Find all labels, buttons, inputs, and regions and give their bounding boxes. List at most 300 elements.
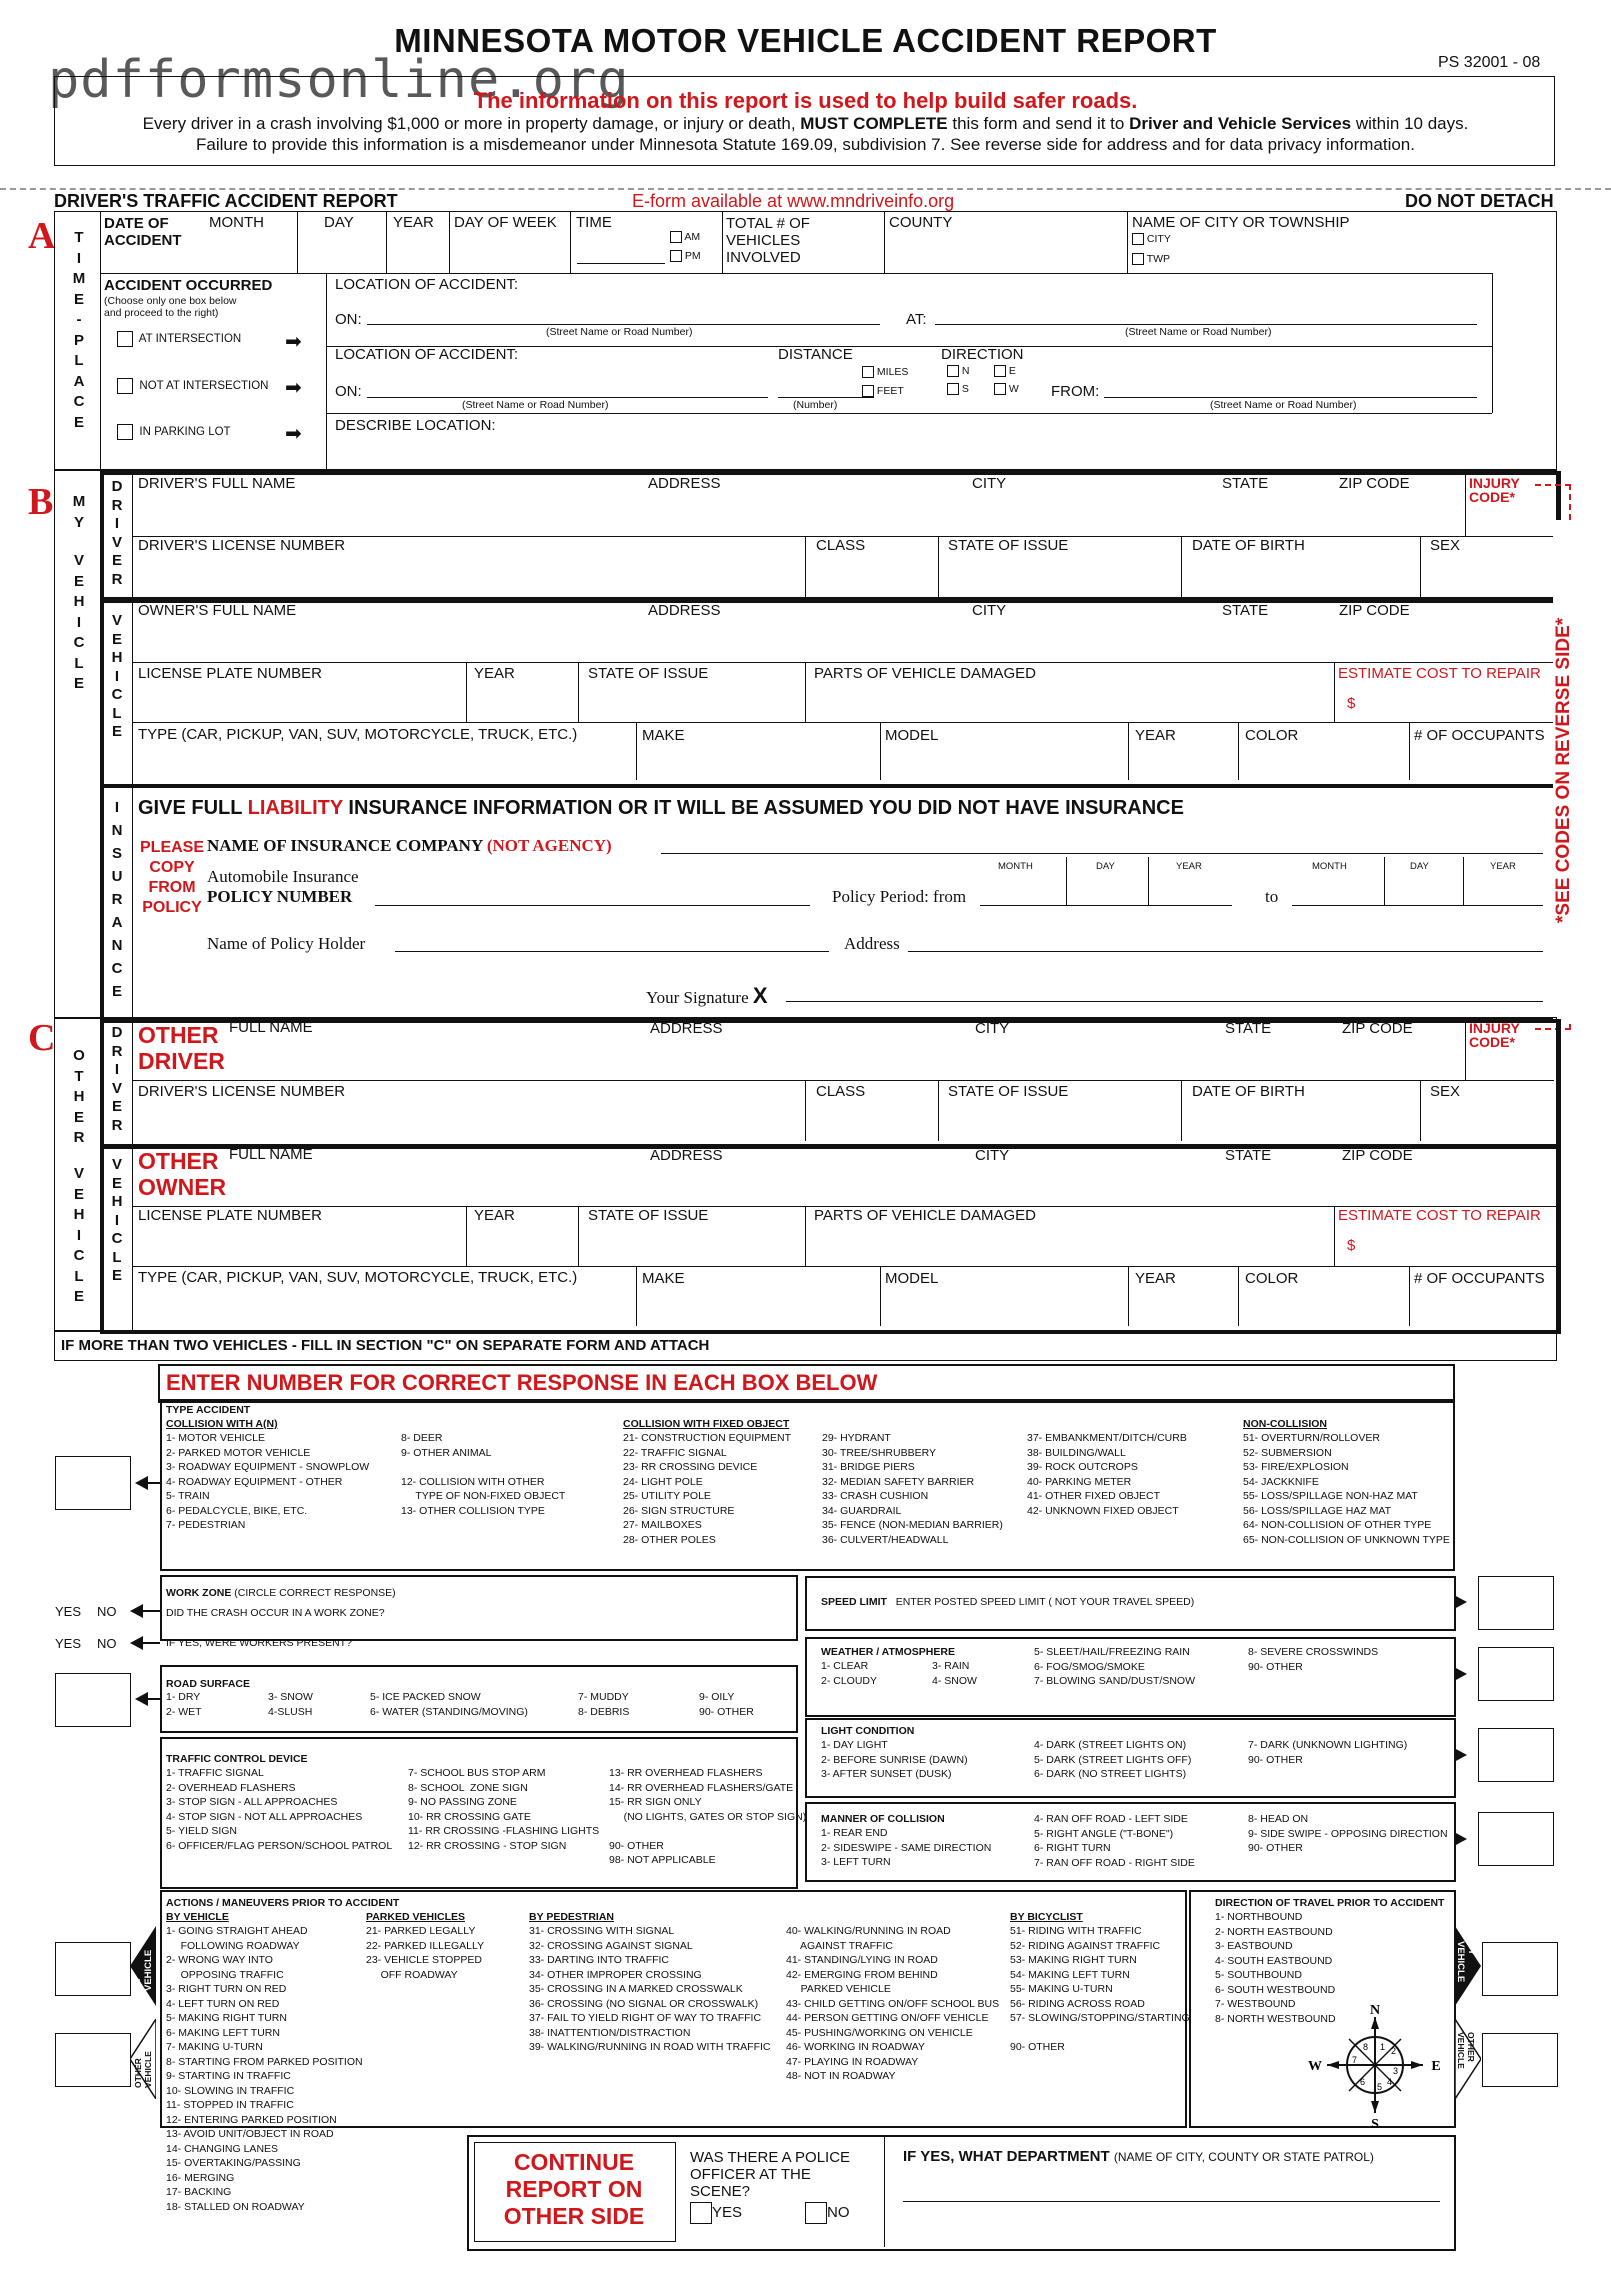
other-state-issue-label: STATE OF ISSUE: [948, 1083, 1069, 1100]
side-letter: I: [76, 249, 82, 267]
manner-list-1: [821, 1826, 991, 1870]
code-item: 3- RAIN: [932, 1660, 970, 1672]
parts-damaged-label: PARTS OF VEHICLE DAMAGED: [814, 665, 1036, 682]
other-address-label: ADDRESS: [650, 1020, 723, 1037]
code-item: 56- LOSS/SPILLAGE HAZ MAT: [1243, 1504, 1392, 1517]
code-item: 23- RR CROSSING DEVICE: [623, 1461, 758, 1473]
sex-label: SEX: [1430, 537, 1461, 554]
code-item: 51- OVERTURN/ROLLOVER: [1243, 1432, 1380, 1444]
side-letter: E: [73, 413, 84, 431]
code-item: 13- OTHER COLLISION TYPE: [401, 1504, 545, 1517]
code-item: 52- SUBMERSION: [1243, 1446, 1332, 1459]
code-item: [609, 1824, 806, 1839]
describe-location-label: DESCRIBE LOCATION:: [335, 417, 496, 434]
compass-6: 6: [1360, 2077, 1366, 2087]
code-item: 8- DEER: [401, 1432, 443, 1444]
pyear: YEAR: [1490, 861, 1516, 872]
code-item: 13- RR OVERHEAD FLASHERS: [609, 1767, 763, 1779]
code-item: 18- STALLED ON ROADWAY: [166, 2200, 305, 2213]
connector: [140, 1610, 160, 1612]
weather-list-2: [932, 1659, 977, 1688]
code-item: 33- CRASH CUSHION: [822, 1490, 929, 1502]
my-vehicle-action-answer[interactable]: [55, 1942, 131, 1996]
twp-option[interactable]: TWP: [1132, 253, 1170, 265]
code-item: 42- UNKNOWN FIXED OBJECT: [1027, 1504, 1179, 1517]
side-letter: L: [74, 654, 84, 672]
code-item: 3- SNOW: [268, 1691, 313, 1703]
at-intersection-option[interactable]: AT INTERSECTION: [117, 331, 241, 347]
code-item: 21- CONSTRUCTION EQUIPMENT: [623, 1432, 792, 1444]
owner-address-label: ADDRESS: [648, 602, 721, 619]
road-surface-answer[interactable]: [55, 1673, 131, 1727]
code-item: 47- PLAYING IN ROADWAY: [786, 2055, 919, 2068]
dob-label: DATE OF BIRTH: [1192, 537, 1305, 554]
police-no-option[interactable]: NO: [805, 2202, 850, 2224]
compass-7: 7: [1352, 2055, 1358, 2065]
code-item: 43- CHILD GETTING ON/OFF SCHOOL BUS: [786, 1997, 1000, 2010]
code-item: 12- RR CROSSING - STOP SIGN: [408, 1839, 567, 1852]
ins-company-field[interactable]: [661, 853, 1543, 854]
code-item: 14- CHANGING LANES: [166, 2142, 279, 2155]
from-label: FROM:: [1051, 383, 1100, 400]
my-vehicle-direction-answer[interactable]: [1482, 1942, 1558, 1996]
notice-subtitle: The information on this report is used to help build safer roads.: [473, 88, 1138, 113]
type-accident-answer[interactable]: [55, 1456, 131, 1510]
section-b-letter: B: [28, 481, 54, 523]
code-item: 8- SCHOOL ZONE SIGN: [408, 1781, 528, 1794]
arrow-right-icon: [1454, 1595, 1467, 1609]
side-letter: V: [111, 1079, 122, 1097]
code-item: 9- OILY: [699, 1691, 735, 1703]
side-letter: D: [111, 478, 123, 495]
eform-link[interactable]: E-form available at www.mndriveinfo.org: [632, 191, 955, 211]
oo-estimate-dollar: $: [1347, 1237, 1356, 1254]
road-surface-title: ROAD SURFACE: [166, 1678, 251, 1690]
address-label: ADDRESS: [648, 475, 721, 492]
code-item: 3- EASTBOUND: [1215, 1940, 1293, 1952]
div: [1066, 857, 1067, 905]
div: [1238, 722, 1239, 780]
other-full-name-label: FULL NAME: [229, 1019, 313, 1036]
estimate-label: ESTIMATE COST TO REPAIR: [1338, 665, 1541, 682]
oo-plate-label: LICENSE PLATE NUMBER: [138, 1207, 322, 1224]
loc-right-edge: [326, 273, 1493, 413]
other-vehicle-direction-answer[interactable]: [1482, 2033, 1558, 2087]
road-surface-list-3: [370, 1690, 528, 1719]
location-label-1: LOCATION OF ACCIDENT:: [335, 276, 519, 293]
feet-option[interactable]: FEET: [862, 385, 904, 397]
code-item: 8- NORTH WESTBOUND: [1215, 2012, 1336, 2025]
side-letter: V: [111, 1156, 122, 1173]
other-vehicle-action-answer[interactable]: [55, 2033, 131, 2087]
color-label: COLOR: [1245, 727, 1299, 744]
code-item: 40- WALKING/RUNNING IN ROAD: [786, 1925, 951, 1937]
side-letter: R: [111, 570, 123, 588]
code-item: 7- MAKING U-TURN: [166, 2041, 263, 2053]
police-question: WAS THERE A POLICE OFFICER AT THE SCENE?: [690, 2149, 851, 2200]
estimate-dollar: $: [1347, 695, 1356, 712]
div: [386, 211, 387, 273]
form-number: PS 32001 - 08: [1438, 54, 1541, 71]
injury-code-label: INJURY CODE*: [1469, 475, 1520, 505]
code-item: 1- TRAFFIC SIGNAL: [166, 1767, 264, 1779]
code-item: 64- NON-COLLISION OF OTHER TYPE: [1243, 1519, 1432, 1531]
code-item: 7- DARK (UNKNOWN LIGHTING): [1248, 1739, 1408, 1751]
connector: [140, 1642, 160, 1644]
code-item: 33- DARTING INTO TRAFFIC: [529, 1954, 670, 1966]
speed-limit-answer[interactable]: [1478, 1576, 1554, 1630]
code-item: 9- STARTING IN TRAFFIC: [166, 2070, 291, 2082]
side-letter: C: [73, 393, 85, 410]
side-letter: V: [73, 1165, 84, 1182]
code-item: 40- PARKING METER: [1027, 1475, 1132, 1488]
more-than-two-text: IF MORE THAN TWO VEHICLES - FILL IN SECTION "C" ON SEPARATE FORM AND ATTACH: [61, 1337, 710, 1354]
policy-holder-field[interactable]: [395, 951, 829, 952]
side-letter: I: [114, 515, 120, 532]
actions-ped-list: [529, 1924, 771, 2055]
div: [1334, 1206, 1335, 1266]
other-injury-code-label: INJURY CODE*: [1469, 1020, 1520, 1050]
code-item: OPPOSING TRAFFIC: [166, 1968, 284, 1981]
code-item: 37- FAIL TO YIELD RIGHT OF WAY TO TRAFFIC: [529, 2012, 762, 2024]
compass-2: 2: [1391, 2046, 1397, 2056]
code-item: 45- PUSHING/WORKING ON VEHICLE: [786, 2026, 973, 2039]
fixed-list-3: [1027, 1431, 1187, 1518]
owner-city-label: CITY: [972, 602, 1007, 619]
compass-w: W: [1308, 2059, 1322, 2074]
occupants-label: # OF OCCUPANTS: [1414, 727, 1545, 744]
code-item: [401, 1460, 565, 1475]
owner-full-name-label: FULL NAME: [229, 1146, 313, 1163]
parking-lot-option[interactable]: IN PARKING LOT: [117, 424, 231, 440]
code-item: 3- AFTER SUNSET (DUSK): [821, 1768, 952, 1780]
code-item: 90- OTHER: [699, 1705, 754, 1718]
code-item: 6- MAKING LEFT TURN: [166, 2026, 280, 2039]
non-collision-list: [1243, 1431, 1450, 1547]
policy-holder-label: Name of Policy Holder: [207, 934, 366, 953]
manner-list-2: [1034, 1812, 1195, 1870]
tcd-list-1: [166, 1766, 392, 1853]
code-item: 3- STOP SIGN - ALL APPROACHES: [166, 1796, 338, 1808]
light-answer[interactable]: [1478, 1728, 1554, 1782]
code-item: 4- SOUTH EASTBOUND: [1215, 1954, 1333, 1967]
side-letter: H: [73, 1088, 85, 1105]
street-hint: (Street Name or Road Number): [1125, 326, 1272, 338]
light-list-2: [1034, 1738, 1191, 1782]
other-dob-label: DATE OF BIRTH: [1192, 1083, 1305, 1100]
other-city-label: CITY: [975, 1020, 1010, 1037]
side-letter: R: [111, 891, 123, 908]
wz-q2: IF YES, WERE WORKERS PRESENT?: [166, 1637, 352, 1649]
do-not-detach: DO NOT DETACH: [1405, 191, 1554, 211]
code-item: 5- TRAIN: [166, 1490, 210, 1502]
div: [1420, 1080, 1421, 1141]
side-letter: I: [114, 799, 120, 816]
wz-yes-2[interactable]: YES: [55, 1636, 82, 1651]
am-option[interactable]: AM: [670, 231, 700, 243]
code-item: AGAINST TRAFFIC: [786, 1939, 893, 1952]
div: [466, 1206, 467, 1266]
arrow-right-icon: [1454, 1748, 1467, 1762]
code-item: 39- ROCK OUTCROPS: [1027, 1461, 1138, 1473]
section-a-letter: A: [28, 215, 56, 257]
code-item: 15- RR SIGN ONLY: [609, 1796, 702, 1808]
code-item: 4- SNOW: [932, 1674, 977, 1687]
side-letter: L: [74, 352, 84, 369]
street-hint: (Street Name or Road Number): [546, 326, 693, 338]
pday: DAY: [1096, 861, 1115, 872]
code-item: [1010, 2026, 1190, 2041]
vehicle-type-label: TYPE (CAR, PICKUP, VAN, SUV, MOTORCYCLE, TRUCK, ETC.): [138, 726, 578, 743]
code-item: 5- ICE PACKED SNOW: [370, 1691, 481, 1703]
code-item: 51- RIDING WITH TRAFFIC: [1010, 1925, 1142, 1937]
light-list-3: [1248, 1738, 1407, 1767]
code-item: 90- OTHER: [1010, 2041, 1065, 2053]
manner-answer[interactable]: [1478, 1812, 1554, 1866]
side-letter: H: [111, 1193, 123, 1210]
actions-title: ACTIONS / MANEUVERS PRIOR TO ACCIDENT: [166, 1897, 400, 1909]
side-letter: R: [111, 496, 123, 514]
code-item: 57- SLOWING/STOPPING/STARTING: [1010, 2012, 1190, 2024]
code-item: 98- NOT APPLICABLE: [609, 1854, 716, 1866]
side-letter: I: [114, 1061, 120, 1078]
plate-year-label: YEAR: [474, 665, 515, 682]
side-letter: E: [111, 552, 122, 569]
city-option[interactable]: CITY: [1132, 233, 1171, 245]
continue-label: CONTINUE REPORT ON OTHER SIDE: [503, 2149, 645, 2229]
code-item: 1- GOING STRAIGHT AHEAD: [166, 1925, 308, 1937]
policy-number-field[interactable]: [375, 905, 810, 906]
weather-list-3: [1034, 1645, 1195, 1689]
arrow-right-icon: [1454, 1832, 1467, 1846]
manner-title: MANNER OF COLLISION: [821, 1813, 945, 1825]
weather-title: WEATHER / ATMOSPHERE: [821, 1646, 955, 1658]
oo-make-label: MAKE: [642, 1270, 685, 1287]
div: [884, 211, 885, 273]
div: [1128, 1266, 1129, 1326]
police-yes-option[interactable]: YES: [690, 2202, 742, 2224]
code-item: 21- PARKED LEGALLY: [366, 1925, 476, 1937]
holder-address-label: Address: [844, 934, 900, 953]
miles-option[interactable]: MILES: [862, 366, 908, 378]
road-surface-list-2: [268, 1690, 313, 1719]
code-item: 36- CULVERT/HEADWALL: [822, 1533, 949, 1546]
code-item: 46- WORKING IN ROADWAY: [786, 2041, 925, 2053]
side-letter: M: [72, 270, 86, 287]
wz-q1: DID THE CRASH OCCUR IN A WORK ZONE?: [166, 1607, 385, 1619]
zip-label: ZIP CODE: [1339, 475, 1410, 492]
time-field[interactable]: [577, 263, 665, 264]
code-item: OFF ROADWAY: [366, 1968, 458, 1981]
other-driver-side-label: [104, 1024, 130, 1135]
enter-number-heading: ENTER NUMBER FOR CORRECT RESPONSE IN EACH BOX BELOW: [166, 1370, 878, 1395]
actions-parked-list: [366, 1924, 484, 1982]
day-of-week-label: DAY OF WEEK: [454, 214, 557, 231]
dir-n-option[interactable]: N: [947, 365, 970, 377]
code-item: 3- LEFT TURN: [821, 1856, 891, 1868]
side-letter: V: [111, 612, 122, 629]
my-vehicle-dir-label: MY VEHICLE: [1455, 1941, 1477, 1983]
code-item: 1- NORTHBOUND: [1215, 1911, 1303, 1923]
pmonth: MONTH: [1312, 861, 1347, 872]
side-letter: E: [73, 1185, 84, 1203]
arrow-right-icon: ➡: [285, 423, 302, 445]
code-item: 5- SLEET/HAIL/FREEZING RAIN: [1034, 1646, 1190, 1658]
detach-line: [0, 188, 1611, 190]
other-license-label: DRIVER'S LICENSE NUMBER: [138, 1083, 346, 1100]
on-label-2: ON:: [335, 383, 362, 400]
signature-field[interactable]: [786, 1001, 1543, 1002]
div: [1148, 857, 1149, 905]
code-item: 42- EMERGING FROM BEHIND: [786, 1968, 938, 1981]
code-item: 13- AVOID UNIT/OBJECT IN ROAD: [166, 2128, 334, 2140]
code-item: FOLLOWING ROADWAY: [166, 1939, 300, 1952]
arrow-right-icon: [1454, 1667, 1467, 1681]
section-c-side-vehicle: [62, 1164, 96, 1308]
dir-s-option[interactable]: S: [947, 383, 969, 395]
code-item: 55- MAKING U-TURN: [1010, 1983, 1113, 1995]
code-item: 54- JACKKNIFE: [1243, 1475, 1319, 1488]
code-item: 2- CLOUDY: [821, 1674, 878, 1687]
side-letter: V: [111, 533, 122, 551]
div: [570, 211, 571, 273]
pyear: YEAR: [1176, 861, 1202, 872]
code-item: 15- OVERTAKING/PASSING: [166, 2157, 301, 2169]
div: [1409, 722, 1410, 780]
code-item: 4-SLUSH: [268, 1705, 313, 1718]
code-item: TYPE OF NON-FIXED OBJECT: [401, 1490, 566, 1502]
wz-no-1[interactable]: NO: [97, 1604, 117, 1619]
side-letter: I: [114, 667, 120, 685]
code-item: 25- UTILITY POLE: [623, 1490, 711, 1502]
div: [297, 211, 298, 273]
code-item: 90- OTHER: [609, 1839, 664, 1852]
other-vehicle-side-label: [104, 1156, 130, 1286]
code-item: 56- RIDING ACROSS ROAD: [1010, 1997, 1145, 2010]
wz-no-2[interactable]: NO: [97, 1636, 117, 1651]
code-item: 44- PERSON GETTING ON/OFF VEHICLE: [786, 2012, 989, 2024]
pmonth: MONTH: [998, 861, 1033, 872]
code-item: 6- WATER (STANDING/MOVING): [370, 1705, 528, 1718]
oo-color-label: COLOR: [1245, 1270, 1299, 1287]
policy-to-field[interactable]: [1292, 905, 1543, 906]
code-item: 38- INATTENTION/DISTRACTION: [529, 2026, 691, 2039]
other-state-label: STATE: [1225, 1020, 1272, 1037]
code-item: 1- DAY LIGHT: [821, 1739, 888, 1751]
code-item: 36- CROSSING (NO SIGNAL OR CROSSWALK): [529, 1997, 759, 2010]
compass-icon: [1305, 2002, 1445, 2130]
code-item: 32- CROSSING AGAINST SIGNAL: [529, 1939, 693, 1952]
side-letter: A: [73, 372, 85, 390]
dir-w-option[interactable]: W: [994, 383, 1019, 395]
code-item: 53- FIRE/EXPLOSION: [1243, 1461, 1349, 1473]
div: [1181, 1080, 1182, 1141]
side-letter: -: [76, 311, 82, 328]
pm-option[interactable]: PM: [670, 250, 701, 262]
div: [132, 784, 133, 1020]
div: [578, 1206, 579, 1266]
div: [1334, 662, 1335, 722]
owner-name-label: OWNER'S FULL NAME: [138, 602, 297, 619]
arrow-right-icon: ➡: [285, 331, 302, 353]
please-copy-from-policy: PLEASE COPY FROM POLICY: [140, 839, 205, 916]
side-letter: R: [111, 1116, 123, 1134]
code-item: 17- BACKING: [166, 2186, 232, 2198]
department-field[interactable]: [903, 2201, 1440, 2202]
side-letter: E: [73, 1288, 84, 1305]
light-list-1: [821, 1738, 968, 1782]
side-letter: C: [73, 634, 85, 651]
side-letter: E: [111, 723, 122, 740]
side-letter: L: [112, 1248, 122, 1266]
not-intersection-option[interactable]: NOT AT INTERSECTION: [117, 378, 268, 394]
wz-yes-1[interactable]: YES: [55, 1604, 82, 1619]
div: [1238, 1266, 1239, 1326]
oo-vyear-label: YEAR: [1135, 1270, 1176, 1287]
tcd-title: TRAFFIC CONTROL DEVICE: [166, 1753, 308, 1765]
div: [880, 722, 881, 780]
other-owner-title: OTHER OWNER: [138, 1148, 227, 1200]
side-letter: R: [73, 1129, 85, 1146]
city-label: CITY: [972, 475, 1007, 492]
code-item: 1- CLEAR: [821, 1660, 869, 1672]
day-label: DAY: [324, 214, 354, 231]
compass-5: 5: [1377, 2082, 1383, 2092]
weather-answer[interactable]: [1478, 1647, 1554, 1701]
code-item: 10- RR CROSSING GATE: [408, 1810, 531, 1823]
dir-e-option[interactable]: E: [994, 365, 1016, 377]
section-c-side-other: [62, 1046, 96, 1149]
div: [880, 1266, 881, 1326]
on-label-1: ON:: [335, 311, 362, 328]
vehicle-side-label: [104, 612, 130, 742]
section-b-side-my: [62, 492, 96, 533]
holder-address-field[interactable]: [908, 951, 1543, 952]
side-letter: C: [111, 686, 123, 703]
code-item: 6- OFFICER/FLAG PERSON/SCHOOL PATROL: [166, 1839, 393, 1852]
side-letter: H: [73, 593, 85, 610]
make-label: MAKE: [642, 727, 685, 744]
compass-4: 4: [1387, 2077, 1393, 2087]
owner-state-label: STATE: [1222, 602, 1269, 619]
actions-bike-list: [1010, 1924, 1190, 2055]
div: [449, 211, 450, 273]
code-item: 90- OTHER: [1248, 1842, 1303, 1854]
plate-label: LICENSE PLATE NUMBER: [138, 665, 322, 682]
code-item: 4- STOP SIGN - NOT ALL APPROACHES: [166, 1810, 363, 1823]
policy-from-field[interactable]: [980, 905, 1232, 906]
other-class-label: CLASS: [816, 1083, 866, 1100]
ins-company-label: NAME OF INSURANCE COMPANY (NOT AGENCY): [207, 836, 612, 855]
code-item: 2- SIDESWIPE - SAME DIRECTION: [821, 1841, 992, 1854]
year-label: YEAR: [393, 214, 434, 231]
code-item: 8- HEAD ON: [1248, 1813, 1309, 1825]
arrow-right-icon: ➡: [285, 377, 302, 399]
code-item: 41- STANDING/LYING IN ROAD: [786, 1954, 938, 1966]
div: [722, 211, 723, 273]
code-item: 7- SCHOOL BUS STOP ARM: [408, 1767, 546, 1779]
work-zone-title: WORK ZONE (CIRCLE CORRECT RESPONSE): [166, 1587, 396, 1599]
code-item: 29- HYDRANT: [822, 1432, 891, 1444]
side-letter: H: [111, 649, 123, 666]
by-vehicle: BY VEHICLE: [166, 1911, 229, 1923]
side-letter: C: [111, 960, 123, 977]
side-letter: D: [111, 1024, 123, 1041]
owner-zip-label: ZIP CODE: [1339, 602, 1410, 619]
side-letter: N: [111, 822, 123, 839]
div: [578, 662, 579, 722]
compass-n: N: [1369, 2003, 1381, 2018]
